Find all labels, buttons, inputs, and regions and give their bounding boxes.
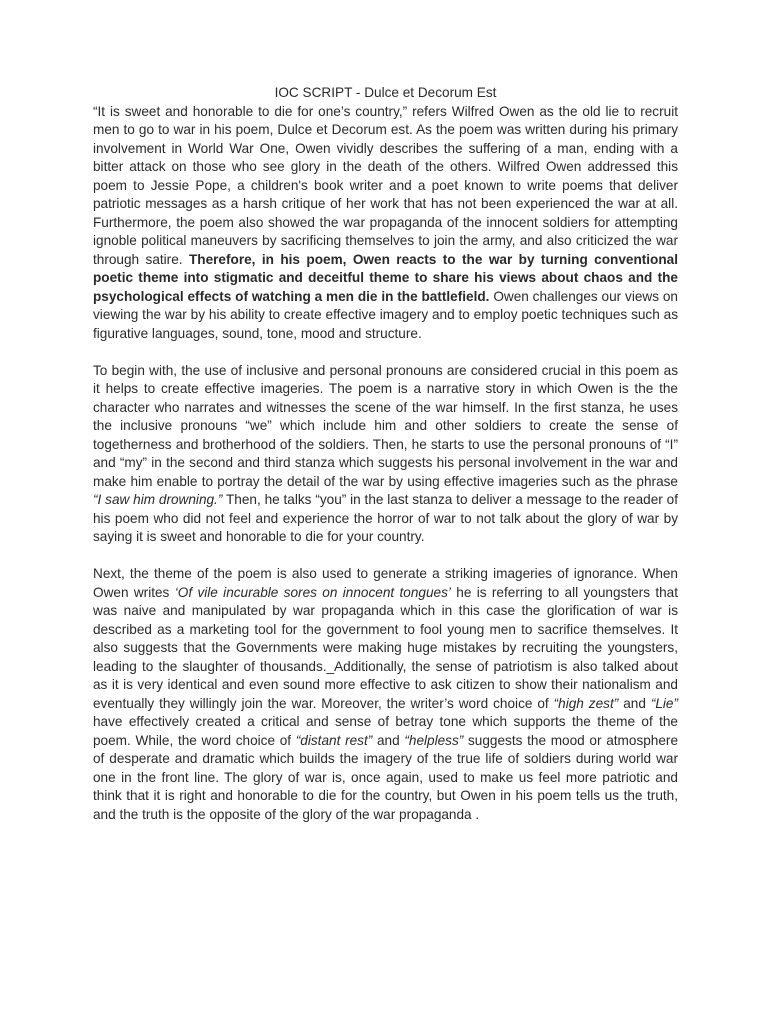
- text-run: Then, he talks “you” in the last stanza to deliver a message to the reader of his poem who did not feel and experience the horror of war to not talk about the glory of war by saying it is sweet and honorable to die for your country.: [93, 492, 678, 544]
- text-run: suggests the mood or atmosphere of desperate and dramatic which builds the imagery of the true life of soldiers during world war one in the front line. The glory of war is, once again, used to make us feel more patriotic and think that it is right and honorable to die for the country, but Owen in his poem tells us the truth, and the truth is the opposite of the glory of the war propaganda .: [93, 732, 679, 822]
- text-run: “It is sweet and honorable to die for one’s country,” refers Wilfred Owen as the old lie to recruit men to go to war in his poem, Dulce et Decorum est. As the poem was written during his primary involvement in World War One, Owen vividly describes the suffering of a man, ending with a bitter attack on those who see glory in the death of the others. Wilfred Owen addressed this poem to Jessie Pope, a children's book writer and a poet known to write poems that deliver patriotic messages as a harsh critique of her work that has not been experienced the war at all. Furthermore, the poem also showed the war propaganda of the innocent soldiers for attempting ignoble political maneuvers by sacrificing themselves to join the army, and also criticized the war through satire.: [93, 103, 678, 267]
- document-title: IOC SCRIPT - Dulce et Decorum Est: [274, 85, 497, 100]
- paragraph-introduction: [93, 103, 678, 344]
- paragraph-pronouns: [93, 362, 678, 547]
- text-run: and: [372, 732, 405, 748]
- text-run: and: [618, 695, 651, 711]
- text-run: he is referring to all youngsters that was naive and manipulated by war propaganda which in this case the glorification of war is described as a marketing tool for the government to fool young men to sacrifice themselves. It also suggests that the Governments were making huge mistakes by recruiting the youngsters, leading to the slaughter of thousands._Additionally, the sense of patriotism is also talked about as it is very identical and even sound more effective to ask citizen to show their nationalism and eventually they willingly join the war. Moreover, the writer’s word choice of: [93, 584, 679, 711]
- text-run: To begin with, the use of inclusive and personal pronouns are considered crucial in this poem as it helps to create effective imageries. The poem is a narrative story in which Owen is the the character who narrates and witnesses the scene of the war himself. In the first stanza, he uses the inclusive pronouns “we” which include him and other soldiers to create the sense of togetherness and brotherhood of the soldiers. Then, he starts to use the personal pronouns of “I” and “my” in the second and third stanza which suggests his personal involvement in the war and make him enable to portray the detail of the war by using effective imageries such as the phrase: [93, 362, 678, 489]
- thesis-statement: Therefore, in his poem, Owen reacts to the war by turning conventional poetic theme into stigmatic and deceitful theme to share his views about chaos and the psychological effects of watching a men die in the battlefield.: [93, 251, 678, 304]
- quote-distant-rest: “distant rest”: [295, 732, 373, 748]
- text-run: have effectively created a critical and sense of betray tone which supports the theme of the poem. While, the word choice of: [93, 714, 678, 748]
- document-body: [93, 103, 678, 825]
- text-run: Next, the theme of the poem is also used to generate a striking imageries of ignorance. When Owen writes: [93, 566, 678, 600]
- text-run: Owen challenges our views on viewing the war by his ability to create effective imagery and to employ poetic techniques such as figurative languages, sound, tone, mood and structure.: [93, 288, 678, 341]
- quote-helpless: “helpless”: [404, 732, 464, 748]
- quote-vile-incurable-sores: ‘Of vile incurable sores on innocent tongues’: [174, 584, 451, 600]
- quote-i-saw-him-drowning: “I saw him drowning.”: [93, 492, 223, 507]
- paragraph-theme: [93, 565, 678, 824]
- quote-high-zest: “high zest”: [553, 695, 619, 711]
- quote-lie: “Lie”: [650, 695, 679, 711]
